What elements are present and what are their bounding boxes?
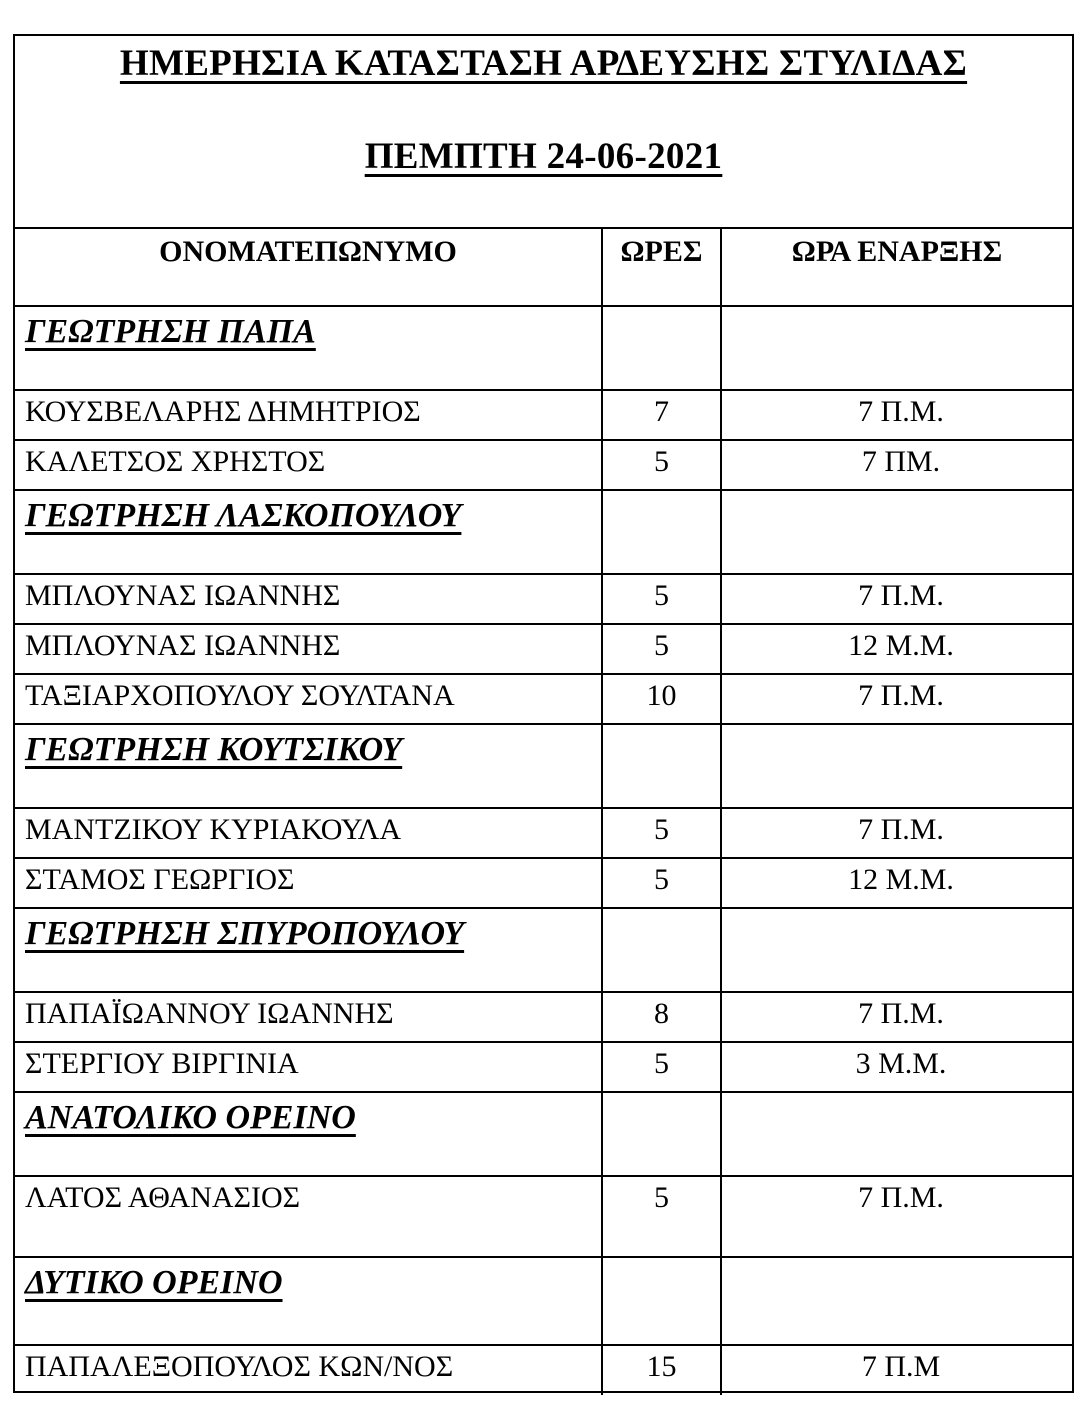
irrigation-schedule-sheet [13,34,1074,1393]
cell-hours: 5 [602,858,721,908]
table-row [15,1176,1072,1257]
table-row [15,1345,1072,1395]
cell-name: ΤΑΞΙΑΡΧΟΠΟΥΛΟΥ ΣΟΥΛΤΑΝΑ [15,674,602,724]
cell-name: ΣΤΑΜΟΣ ΓΕΩΡΓΙΟΣ [15,858,602,908]
cell-hours: 5 [602,624,721,674]
cell-name: ΜΠΛΟΥΝΑΣ ΙΩΑΝΝΗΣ [15,574,602,624]
cell-name: ΠΑΠΑΪΩΑΝΝΟΥ ΙΩΑΝΝΗΣ [15,992,602,1042]
cell-hours: 5 [602,1042,721,1092]
cell-name: ΠΑΠΑΛΕΞΟΠΟΥΛΟΣ ΚΩΝ/ΝΟΣ [15,1345,602,1395]
cell-hours: 15 [602,1345,721,1395]
cell-name: ΜΠΛΟΥΝΑΣ ΙΩΑΝΝΗΣ [15,624,602,674]
section-name: ΓΕΩΤΡΗΣΗ ΣΠΥΡΟΠΟΥΛΟΥ [15,908,602,992]
cell-start: 7 Π.Μ [721,1345,1072,1395]
section-name: ΑΝΑΤΟΛΙΚΟ ΟΡΕΙΝΟ [15,1092,602,1176]
header-hours: ΩΡΕΣ [602,229,721,306]
cell-name: ΣΤΕΡΓΙΟΥ ΒΙΡΓΙΝΙΑ [15,1042,602,1092]
cell-start: 7 Π.Μ. [721,1176,1072,1257]
table-row [15,674,1072,724]
table-row [15,858,1072,908]
section-row [15,908,1072,992]
cell-name: ΚΟΥΣΒΕΛΑΡΗΣ ΔΗΜΗΤΡΙΟΣ [15,390,602,440]
section-name: ΓΕΩΤΡΗΣΗ ΛΑΣΚΟΠΟΥΛΟΥ [15,490,602,574]
cell-start: 7 ΠΜ. [721,440,1072,490]
section-row [15,1257,1072,1345]
section-row [15,724,1072,808]
cell-start: 7 Π.Μ. [721,808,1072,858]
table-row [15,440,1072,490]
cell-start: 12 Μ.Μ. [721,858,1072,908]
cell-start: 12 Μ.Μ. [721,624,1072,674]
table-row [15,390,1072,440]
cell-start: 3 Μ.Μ. [721,1042,1072,1092]
cell-name: ΜΑΝΤΖΙΚΟΥ ΚΥΡΙΑΚΟΥΛΑ [15,808,602,858]
cell-hours: 5 [602,808,721,858]
section-name: ΓΕΩΤΡΗΣΗ ΠΑΠΑ [15,306,602,390]
table-header-row [15,229,1072,306]
section-name: ΔΥΤΙΚΟ ΟΡΕΙΝΟ [15,1257,602,1345]
cell-start: 7 Π.Μ. [721,574,1072,624]
cell-name: ΛΑΤΟΣ ΑΘΑΝΑΣΙΟΣ [15,1176,602,1257]
section-row [15,1092,1072,1176]
table-row [15,1042,1072,1092]
cell-name: ΚΑΛΕΤΣΟΣ ΧΡΗΣΤΟΣ [15,440,602,490]
cell-start: 7 Π.Μ. [721,390,1072,440]
cell-hours: 7 [602,390,721,440]
cell-hours: 5 [602,1176,721,1257]
cell-start: 7 Π.Μ. [721,992,1072,1042]
section-row [15,490,1072,574]
table-row [15,624,1072,674]
date-line: ΠΕΜΠΤΗ 24-06-2021 [364,136,723,177]
header-name: ΟΝΟΜΑΤΕΠΩΝΥΜΟ [15,229,602,306]
cell-hours: 8 [602,992,721,1042]
cell-hours: 5 [602,440,721,490]
header-start: ΩΡΑ ΕΝΑΡΞΗΣ [721,229,1072,306]
cell-hours: 10 [602,674,721,724]
page-title: ΗΜΕΡΗΣΙΑ ΚΑΤΑΣΤΑΣΗ ΑΡΔΕΥΣΗΣ ΣΤΥΛΙΔΑΣ [119,43,968,84]
title-block [15,36,1072,229]
cell-hours: 5 [602,574,721,624]
section-name: ΓΕΩΤΡΗΣΗ ΚΟΥΤΣΙΚΟΥ [15,724,602,808]
cell-start: 7 Π.Μ. [721,674,1072,724]
schedule-table [15,229,1072,1395]
section-row [15,306,1072,390]
table-row [15,992,1072,1042]
table-row [15,574,1072,624]
table-row [15,808,1072,858]
